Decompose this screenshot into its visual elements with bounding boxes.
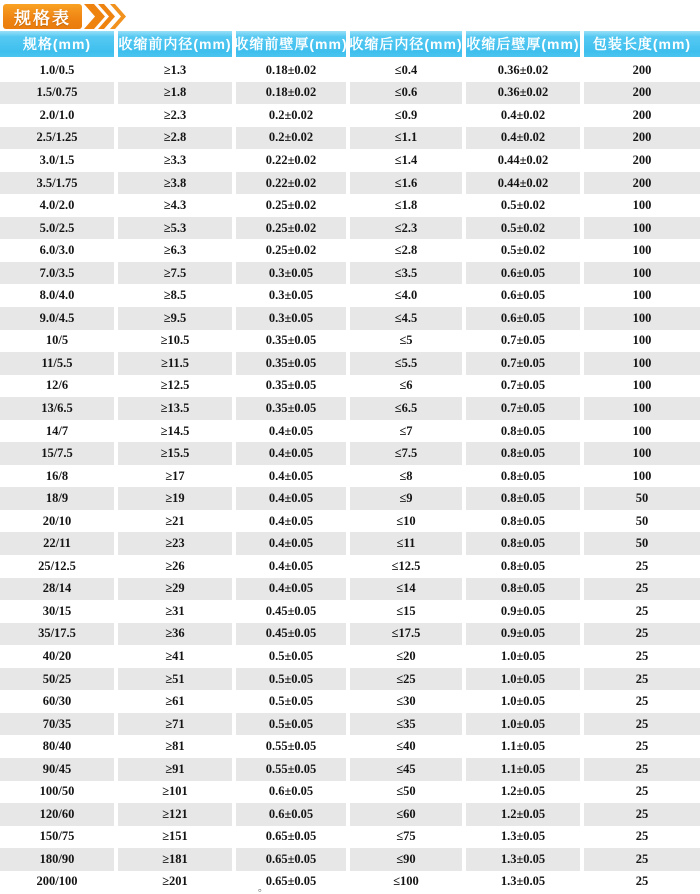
table-cell: 0.3±0.05 — [236, 284, 346, 307]
table-cell: ≥9.5 — [118, 307, 232, 330]
table-cell: 0.35±0.05 — [236, 330, 346, 353]
table-cell: ≥1.3 — [118, 59, 232, 82]
table-cell: ≤11 — [350, 532, 462, 555]
table-cell: ≥2.3 — [118, 104, 232, 127]
table-cell: ≤2.3 — [350, 217, 462, 240]
table-cell: 0.65±0.05 — [236, 871, 346, 894]
table-cell: ≥101 — [118, 781, 232, 804]
column-header-wall-after-shrink: 收缩后壁厚(mm) — [466, 31, 580, 57]
table-cell: ≥13.5 — [118, 397, 232, 420]
table-cell: 0.4±0.05 — [236, 510, 346, 533]
table-cell: 5.0/2.5 — [0, 217, 114, 240]
table-cell: ≥10.5 — [118, 330, 232, 353]
table-cell: 100 — [584, 397, 700, 420]
table-row — [0, 330, 700, 353]
table-cell: ≤45 — [350, 758, 462, 781]
table-cell: 200 — [584, 127, 700, 150]
table-cell: ≤25 — [350, 668, 462, 691]
table-cell: 0.4±0.05 — [236, 487, 346, 510]
table-cell: 3.5/1.75 — [0, 172, 114, 195]
table-cell: 25 — [584, 623, 700, 646]
table-row — [0, 442, 700, 465]
table-cell: ≥7.5 — [118, 262, 232, 285]
table-cell: ≥61 — [118, 690, 232, 713]
table-cell: 0.8±0.05 — [466, 532, 580, 555]
table-cell: 1.3±0.05 — [466, 826, 580, 849]
table-cell: 1.2±0.05 — [466, 803, 580, 826]
table-row — [0, 758, 700, 781]
table-cell: ≤14 — [350, 578, 462, 601]
table-cell: 200 — [584, 82, 700, 105]
table-cell: 15/7.5 — [0, 442, 114, 465]
table-cell: 25 — [584, 803, 700, 826]
table-cell: 16/8 — [0, 465, 114, 488]
table-cell: 100/50 — [0, 781, 114, 804]
table-cell: 0.8±0.05 — [466, 465, 580, 488]
table-row — [0, 510, 700, 533]
table-cell: 100 — [584, 194, 700, 217]
table-cell: 25 — [584, 871, 700, 894]
table-cell: 0.4±0.05 — [236, 532, 346, 555]
table-cell: 18/9 — [0, 487, 114, 510]
table-cell: 0.5±0.02 — [466, 217, 580, 240]
table-cell: 0.7±0.05 — [466, 352, 580, 375]
table-cell: 14/7 — [0, 420, 114, 443]
table-cell: 100 — [584, 217, 700, 240]
table-cell: 50 — [584, 510, 700, 533]
table-row — [0, 217, 700, 240]
table-cell: 0.6±0.05 — [236, 781, 346, 804]
table-cell: 180/90 — [0, 848, 114, 871]
table-cell: 0.8±0.05 — [466, 555, 580, 578]
table-cell: 0.55±0.05 — [236, 735, 346, 758]
table-cell: 200 — [584, 104, 700, 127]
title-bar — [0, 0, 700, 29]
table-row — [0, 623, 700, 646]
table-row — [0, 352, 700, 375]
spec-table-body — [0, 59, 700, 893]
table-cell: ≥51 — [118, 668, 232, 691]
stray-mark: 。 — [258, 883, 268, 894]
table-cell: ≥5.3 — [118, 217, 232, 240]
table-cell: 0.8±0.05 — [466, 420, 580, 443]
table-cell: 0.7±0.05 — [466, 375, 580, 398]
table-cell: 40/20 — [0, 645, 114, 668]
table-cell: 0.55±0.05 — [236, 758, 346, 781]
table-cell: 0.65±0.05 — [236, 826, 346, 849]
table-row — [0, 735, 700, 758]
table-row — [0, 239, 700, 262]
table-row — [0, 803, 700, 826]
table-row — [0, 104, 700, 127]
column-header-wall-before-shrink: 收缩前壁厚(mm) — [236, 31, 346, 57]
table-row — [0, 668, 700, 691]
table-row — [0, 307, 700, 330]
table-cell: ≥23 — [118, 532, 232, 555]
table-cell: ≥21 — [118, 510, 232, 533]
table-cell: 0.8±0.05 — [466, 442, 580, 465]
table-cell: ≤15 — [350, 600, 462, 623]
table-row — [0, 578, 700, 601]
table-cell: 1.0±0.05 — [466, 645, 580, 668]
table-row — [0, 149, 700, 172]
table-cell: 100 — [584, 465, 700, 488]
table-cell: 0.2±0.02 — [236, 104, 346, 127]
table-cell: 100 — [584, 307, 700, 330]
table-cell: 0.35±0.05 — [236, 352, 346, 375]
table-cell: ≥81 — [118, 735, 232, 758]
table-cell: ≤0.9 — [350, 104, 462, 127]
table-cell: 0.4±0.05 — [236, 465, 346, 488]
table-cell: 0.3±0.05 — [236, 307, 346, 330]
table-cell: 120/60 — [0, 803, 114, 826]
table-cell: ≤8 — [350, 465, 462, 488]
table-cell: ≤1.8 — [350, 194, 462, 217]
table-cell: 100 — [584, 375, 700, 398]
table-cell: ≥3.3 — [118, 149, 232, 172]
table-cell: 25 — [584, 578, 700, 601]
table-cell: ≥2.8 — [118, 127, 232, 150]
table-cell: ≥1.8 — [118, 82, 232, 105]
table-cell: 2.0/1.0 — [0, 104, 114, 127]
table-cell: ≥41 — [118, 645, 232, 668]
table-cell: 0.6±0.05 — [466, 284, 580, 307]
table-cell: 10/5 — [0, 330, 114, 353]
column-header-id-after-shrink: 收缩后内径(mm) — [350, 31, 462, 57]
table-cell: 25 — [584, 690, 700, 713]
table-cell: ≤12.5 — [350, 555, 462, 578]
column-header-packing-length: 包装长度(mm) — [584, 31, 700, 57]
table-cell: ≤4.5 — [350, 307, 462, 330]
spec-table-header — [0, 31, 700, 57]
table-row — [0, 420, 700, 443]
table-row — [0, 59, 700, 82]
table-cell: ≤90 — [350, 848, 462, 871]
table-cell: 0.22±0.02 — [236, 149, 346, 172]
table-cell: 100 — [584, 330, 700, 353]
table-row — [0, 127, 700, 150]
table-cell: 0.35±0.05 — [236, 397, 346, 420]
table-cell: 0.4±0.05 — [236, 555, 346, 578]
table-cell: 0.4±0.05 — [236, 442, 346, 465]
table-cell: ≥17 — [118, 465, 232, 488]
table-row — [0, 397, 700, 420]
table-cell: ≥151 — [118, 826, 232, 849]
table-cell: ≤20 — [350, 645, 462, 668]
table-cell: 0.3±0.05 — [236, 262, 346, 285]
table-cell: ≥6.3 — [118, 239, 232, 262]
column-header-spec: 规格(mm) — [0, 31, 114, 57]
table-cell: 0.25±0.02 — [236, 239, 346, 262]
table-cell: ≥36 — [118, 623, 232, 646]
table-cell: 0.36±0.02 — [466, 82, 580, 105]
table-row — [0, 487, 700, 510]
table-cell: 0.44±0.02 — [466, 149, 580, 172]
table-cell: 0.8±0.05 — [466, 510, 580, 533]
table-cell: 60/30 — [0, 690, 114, 713]
table-cell: 7.0/3.5 — [0, 262, 114, 285]
table-cell: ≥14.5 — [118, 420, 232, 443]
table-cell: ≤17.5 — [350, 623, 462, 646]
table-cell: ≥26 — [118, 555, 232, 578]
table-cell: ≤1.6 — [350, 172, 462, 195]
table-cell: 0.45±0.05 — [236, 600, 346, 623]
table-cell: 13/6.5 — [0, 397, 114, 420]
table-cell: 28/14 — [0, 578, 114, 601]
table-cell: 100 — [584, 352, 700, 375]
table-cell: 6.0/3.0 — [0, 239, 114, 262]
table-cell: 22/11 — [0, 532, 114, 555]
table-cell: 1.2±0.05 — [466, 781, 580, 804]
table-cell: 2.5/1.25 — [0, 127, 114, 150]
table-cell: 0.6±0.05 — [236, 803, 346, 826]
table-cell: 25 — [584, 735, 700, 758]
table-cell: ≤1.1 — [350, 127, 462, 150]
table-cell: 0.5±0.05 — [236, 645, 346, 668]
table-cell: ≤40 — [350, 735, 462, 758]
table-cell: 0.5±0.05 — [236, 690, 346, 713]
table-cell: 0.25±0.02 — [236, 217, 346, 240]
table-row — [0, 284, 700, 307]
table-cell: 100 — [584, 442, 700, 465]
table-cell: ≤30 — [350, 690, 462, 713]
table-cell: 80/40 — [0, 735, 114, 758]
table-row — [0, 781, 700, 804]
table-cell: ≥71 — [118, 713, 232, 736]
table-cell: 9.0/4.5 — [0, 307, 114, 330]
table-cell: 0.65±0.05 — [236, 848, 346, 871]
table-cell: ≤6 — [350, 375, 462, 398]
table-cell: 1.1±0.05 — [466, 758, 580, 781]
table-cell: 11/5.5 — [0, 352, 114, 375]
table-cell: 0.45±0.05 — [236, 623, 346, 646]
table-cell: 0.36±0.02 — [466, 59, 580, 82]
table-cell: ≤0.4 — [350, 59, 462, 82]
table-cell: 0.8±0.05 — [466, 578, 580, 601]
table-cell: ≥29 — [118, 578, 232, 601]
table-row — [0, 375, 700, 398]
table-cell: 25/12.5 — [0, 555, 114, 578]
table-cell: 1.3±0.05 — [466, 871, 580, 894]
table-cell: ≥15.5 — [118, 442, 232, 465]
table-cell: 12/6 — [0, 375, 114, 398]
table-cell: 0.4±0.05 — [236, 420, 346, 443]
table-cell: 200/100 — [0, 871, 114, 894]
table-cell: ≥3.8 — [118, 172, 232, 195]
table-cell: ≤35 — [350, 713, 462, 736]
table-cell: 0.4±0.02 — [466, 127, 580, 150]
table-cell: ≤75 — [350, 826, 462, 849]
table-cell: 25 — [584, 645, 700, 668]
table-cell: 1.0±0.05 — [466, 690, 580, 713]
table-cell: 0.18±0.02 — [236, 59, 346, 82]
table-cell: 0.7±0.05 — [466, 397, 580, 420]
table-cell: 0.6±0.05 — [466, 307, 580, 330]
table-row — [0, 690, 700, 713]
table-cell: 25 — [584, 600, 700, 623]
table-cell: 25 — [584, 758, 700, 781]
table-cell: 20/10 — [0, 510, 114, 533]
table-cell: 0.2±0.02 — [236, 127, 346, 150]
table-cell: 100 — [584, 262, 700, 285]
table-cell: 150/75 — [0, 826, 114, 849]
table-cell: ≥11.5 — [118, 352, 232, 375]
table-cell: 0.9±0.05 — [466, 600, 580, 623]
table-cell: ≥19 — [118, 487, 232, 510]
table-cell: ≤9 — [350, 487, 462, 510]
table-cell: 1.1±0.05 — [466, 735, 580, 758]
table-cell: 0.9±0.05 — [466, 623, 580, 646]
table-cell: ≥201 — [118, 871, 232, 894]
table-row — [0, 172, 700, 195]
table-cell: ≤3.5 — [350, 262, 462, 285]
table-row — [0, 713, 700, 736]
table-cell: 8.0/4.0 — [0, 284, 114, 307]
table-cell: ≥91 — [118, 758, 232, 781]
table-cell: 25 — [584, 848, 700, 871]
table-row — [0, 848, 700, 871]
table-cell: ≤6.5 — [350, 397, 462, 420]
table-cell: 30/15 — [0, 600, 114, 623]
table-cell: ≤7 — [350, 420, 462, 443]
table-cell: 100 — [584, 239, 700, 262]
table-cell: 0.8±0.05 — [466, 487, 580, 510]
table-cell: 50 — [584, 487, 700, 510]
table-row — [0, 194, 700, 217]
table-row — [0, 826, 700, 849]
table-cell: 0.35±0.05 — [236, 375, 346, 398]
table-row — [0, 871, 700, 894]
table-cell: 1.3±0.05 — [466, 848, 580, 871]
table-cell: 0.4±0.05 — [236, 578, 346, 601]
table-cell: 0.5±0.05 — [236, 713, 346, 736]
table-cell: 0.6±0.05 — [466, 262, 580, 285]
table-cell: 0.5±0.05 — [236, 668, 346, 691]
table-cell: 0.4±0.02 — [466, 104, 580, 127]
table-cell: 35/17.5 — [0, 623, 114, 646]
table-cell: ≥4.3 — [118, 194, 232, 217]
table-row — [0, 532, 700, 555]
page-title: 规格表 — [3, 4, 82, 29]
table-cell: 4.0/2.0 — [0, 194, 114, 217]
table-cell: 200 — [584, 172, 700, 195]
table-cell: 50/25 — [0, 668, 114, 691]
table-cell: ≤5.5 — [350, 352, 462, 375]
double-chevron-right-icon — [84, 4, 128, 29]
table-cell: 90/45 — [0, 758, 114, 781]
table-cell: 0.18±0.02 — [236, 82, 346, 105]
table-cell: 25 — [584, 713, 700, 736]
table-cell: 0.44±0.02 — [466, 172, 580, 195]
table-cell: 25 — [584, 555, 700, 578]
table-cell: 200 — [584, 149, 700, 172]
table-cell: ≤60 — [350, 803, 462, 826]
table-cell: ≥12.5 — [118, 375, 232, 398]
table-row — [0, 645, 700, 668]
table-cell: ≤10 — [350, 510, 462, 533]
table-cell: 25 — [584, 781, 700, 804]
table-cell: 100 — [584, 284, 700, 307]
table-cell: 100 — [584, 420, 700, 443]
table-cell: ≤0.6 — [350, 82, 462, 105]
table-cell: 50 — [584, 532, 700, 555]
column-header-id-before-shrink: 收缩前内径(mm) — [118, 31, 232, 57]
table-cell: 1.0±0.05 — [466, 668, 580, 691]
table-cell: ≤7.5 — [350, 442, 462, 465]
table-cell: ≤100 — [350, 871, 462, 894]
table-cell: ≤4.0 — [350, 284, 462, 307]
table-row — [0, 465, 700, 488]
table-cell: 0.5±0.02 — [466, 194, 580, 217]
table-cell: 1.0±0.05 — [466, 713, 580, 736]
table-cell: ≥121 — [118, 803, 232, 826]
table-cell: 0.25±0.02 — [236, 194, 346, 217]
table-cell: 25 — [584, 826, 700, 849]
table-cell: 0.22±0.02 — [236, 172, 346, 195]
table-cell: 25 — [584, 668, 700, 691]
table-cell: 200 — [584, 59, 700, 82]
table-cell: ≤50 — [350, 781, 462, 804]
table-cell: ≥8.5 — [118, 284, 232, 307]
table-row — [0, 82, 700, 105]
table-cell: 0.7±0.05 — [466, 330, 580, 353]
table-cell: ≥31 — [118, 600, 232, 623]
table-row — [0, 555, 700, 578]
table-cell: ≤2.8 — [350, 239, 462, 262]
table-cell: 3.0/1.5 — [0, 149, 114, 172]
table-cell: 0.5±0.02 — [466, 239, 580, 262]
table-cell: 70/35 — [0, 713, 114, 736]
table-row — [0, 600, 700, 623]
table-cell: ≥181 — [118, 848, 232, 871]
table-cell: ≤5 — [350, 330, 462, 353]
table-cell: 1.5/0.75 — [0, 82, 114, 105]
table-cell: ≤1.4 — [350, 149, 462, 172]
table-row — [0, 262, 700, 285]
table-cell: 1.0/0.5 — [0, 59, 114, 82]
